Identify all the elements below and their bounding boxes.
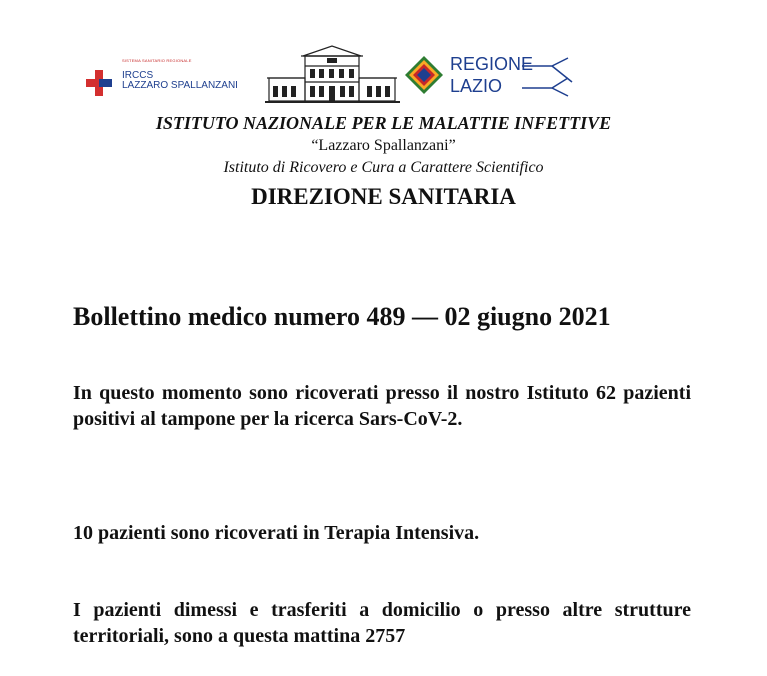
bulletin-title: Bollettino medico numero 489 — 02 giugno 2021 xyxy=(73,302,611,331)
regione-lazio-emblem-icon xyxy=(404,55,444,95)
institute-name: ISTITUTO NAZIONALE PER LE MALATTIE INFETTIVE xyxy=(155,113,612,133)
spallanzani-irccs: IRCCS xyxy=(122,70,154,81)
department-title: DIREZIONE SANITARIA xyxy=(251,184,516,209)
spallanzani-name: LAZZARO SPALLANZANI xyxy=(122,80,238,91)
regione-lazio-logo xyxy=(404,52,574,102)
red-cross-icon xyxy=(84,68,114,98)
institute-short-name: “Lazzaro Spallanzani” xyxy=(311,137,456,154)
institute-subtitle: Istituto di Ricovero e Cura a Carattere Scientifico xyxy=(223,159,544,176)
spallanzani-logo xyxy=(84,58,259,98)
regione-swoosh-icon xyxy=(522,56,574,98)
bulletin-paragraph-patients: In questo momento sono ricoverati presso il nostro Istituto 62 pazienti positivi al tampone per la ricerca Sars-CoV-2. xyxy=(73,382,691,430)
building-icon xyxy=(265,42,400,107)
bulletin-paragraph-icu: 10 pazienti sono ricoverati in Terapia Intensiva. xyxy=(73,522,480,544)
regione-text: REGIONE xyxy=(450,54,534,74)
spallanzani-tagline: SISTEMA SANITARIO REGIONALE xyxy=(122,58,192,63)
lazio-text: LAZIO xyxy=(450,76,503,96)
bulletin-paragraph-discharged: I pazienti dimessi e trasferiti a domicilio o presso altre strutture territoriali, sono a questa mattina 2757 xyxy=(73,599,691,647)
